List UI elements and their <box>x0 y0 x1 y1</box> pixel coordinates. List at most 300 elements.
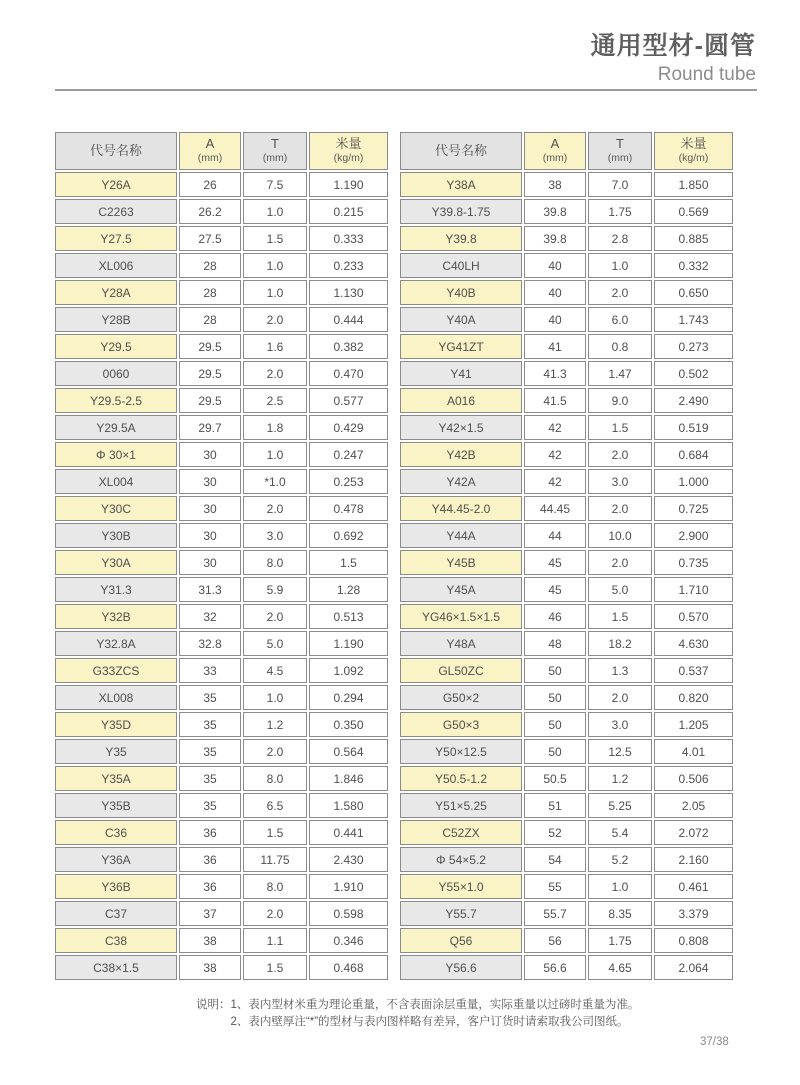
code-name-cell: A016 <box>400 388 522 413</box>
t-mm-cell: 2.0 <box>243 901 307 926</box>
t-mm-cell: 1.47 <box>588 361 652 386</box>
t-mm-cell: 3.0 <box>588 712 652 737</box>
code-name-cell: Y28B <box>55 307 177 332</box>
code-name-cell: Y36A <box>55 847 177 872</box>
code-name-cell: Q56 <box>400 928 522 953</box>
meter-weight-cell: 0.537 <box>654 658 733 683</box>
t-mm-cell: 1.5 <box>243 226 307 251</box>
a-mm-cell: 26 <box>179 172 241 197</box>
column-header-t-mm <box>243 132 307 170</box>
table-row <box>400 469 733 494</box>
code-name-cell: Y41 <box>400 361 522 386</box>
page-header <box>591 26 756 86</box>
code-name-cell: XL006 <box>55 253 177 278</box>
code-name-cell: Φ 54×5.2 <box>400 847 522 872</box>
t-mm-cell: 2.0 <box>588 442 652 467</box>
header-divider <box>55 89 757 91</box>
table-row <box>400 847 733 872</box>
table-row <box>400 874 733 899</box>
code-name-cell: Y30A <box>55 550 177 575</box>
code-name-cell: Y30B <box>55 523 177 548</box>
t-mm-cell: 5.9 <box>243 577 307 602</box>
table-row <box>55 604 388 629</box>
t-mm-cell: 7.0 <box>588 172 652 197</box>
table-row <box>55 658 388 683</box>
left-spec-table <box>53 130 390 982</box>
a-mm-cell: 56 <box>524 928 586 953</box>
a-mm-cell: 55.7 <box>524 901 586 926</box>
t-mm-cell: 5.4 <box>588 820 652 845</box>
t-mm-cell: 1.0 <box>588 253 652 278</box>
table-row <box>55 901 388 926</box>
table-row <box>55 496 388 521</box>
table-row <box>400 739 733 764</box>
code-name-cell: Y42×1.5 <box>400 415 522 440</box>
a-mm-cell: 51 <box>524 793 586 818</box>
meter-weight-cell: 0.513 <box>309 604 388 629</box>
code-name-cell: Y35D <box>55 712 177 737</box>
a-mm-cell: 35 <box>179 685 241 710</box>
a-mm-cell: 33 <box>179 658 241 683</box>
code-name-cell: Y29.5 <box>55 334 177 359</box>
code-name-cell: C2263 <box>55 199 177 224</box>
t-mm-cell: 2.0 <box>243 307 307 332</box>
page-title: 通用型材-圆管 <box>590 32 756 60</box>
table-row <box>55 334 388 359</box>
code-name-cell: Y31.3 <box>55 577 177 602</box>
meter-weight-cell: 0.273 <box>654 334 733 359</box>
meter-weight-cell: 0.350 <box>309 712 388 737</box>
t-mm-cell: 5.0 <box>588 577 652 602</box>
a-mm-cell: 44.45 <box>524 496 586 521</box>
a-mm-cell: 38 <box>179 955 241 980</box>
t-mm-cell: 1.5 <box>243 955 307 980</box>
meter-weight-cell: 0.577 <box>309 388 388 413</box>
t-mm-cell: 1.75 <box>588 928 652 953</box>
table-row <box>55 442 388 467</box>
code-name-cell: Φ 30×1 <box>55 442 177 467</box>
column-header-t-unit: (mm) <box>607 152 633 164</box>
column-header-m-unit: (kg/m) <box>678 152 709 164</box>
column-header-a-label: A <box>205 136 215 151</box>
a-mm-cell: 48 <box>524 631 586 656</box>
table-row <box>55 199 388 224</box>
meter-weight-cell: 1.580 <box>309 793 388 818</box>
meter-weight-cell: 0.215 <box>309 199 388 224</box>
a-mm-cell: 29.5 <box>179 334 241 359</box>
meter-weight-cell: 1.205 <box>654 712 733 737</box>
t-mm-cell: 2.0 <box>588 550 652 575</box>
meter-weight-cell: 0.808 <box>654 928 733 953</box>
t-mm-cell: 1.5 <box>588 604 652 629</box>
a-mm-cell: 55 <box>524 874 586 899</box>
table-row <box>55 361 388 386</box>
table-row <box>400 226 733 251</box>
meter-weight-cell: 0.332 <box>654 253 733 278</box>
a-mm-cell: 56.6 <box>524 955 586 980</box>
table-row <box>400 928 733 953</box>
meter-weight-cell: 0.382 <box>309 334 388 359</box>
meter-weight-cell: 1.000 <box>654 469 733 494</box>
t-mm-cell: 10.0 <box>588 523 652 548</box>
code-name-cell: Y39.8 <box>400 226 522 251</box>
column-header-t-unit: (mm) <box>262 152 288 164</box>
t-mm-cell: 1.1 <box>243 928 307 953</box>
table-row <box>55 577 388 602</box>
table-row <box>400 280 733 305</box>
code-name-cell: YG41ZT <box>400 334 522 359</box>
t-mm-cell: *1.0 <box>243 469 307 494</box>
table-row <box>55 226 388 251</box>
code-name-cell: Y32.8A <box>55 631 177 656</box>
a-mm-cell: 39.8 <box>524 226 586 251</box>
meter-weight-cell: 0.684 <box>654 442 733 467</box>
t-mm-cell: 1.8 <box>243 415 307 440</box>
code-name-cell: Y48A <box>400 631 522 656</box>
code-name-cell: Y44.45-2.0 <box>400 496 522 521</box>
t-mm-cell: 3.0 <box>243 523 307 548</box>
meter-weight-cell: 0.461 <box>654 874 733 899</box>
code-name-cell: Y51×5.25 <box>400 793 522 818</box>
a-mm-cell: 50 <box>524 658 586 683</box>
a-mm-cell: 30 <box>179 550 241 575</box>
code-name-cell: XL004 <box>55 469 177 494</box>
table-row <box>55 928 388 953</box>
t-mm-cell: 2.0 <box>243 739 307 764</box>
a-mm-cell: 38 <box>179 928 241 953</box>
code-name-cell: YG46×1.5×1.5 <box>400 604 522 629</box>
t-mm-cell: 5.2 <box>588 847 652 872</box>
meter-weight-cell: 1.850 <box>654 172 733 197</box>
table-row <box>55 685 388 710</box>
t-mm-cell: 1.2 <box>588 766 652 791</box>
t-mm-cell: 2.0 <box>243 361 307 386</box>
a-mm-cell: 42 <box>524 415 586 440</box>
meter-weight-cell: 1.5 <box>309 550 388 575</box>
table-row <box>55 415 388 440</box>
code-name-cell: Y27.5 <box>55 226 177 251</box>
a-mm-cell: 26.2 <box>179 199 241 224</box>
table-row <box>400 820 733 845</box>
column-header-code-name: 代号名称 <box>55 132 177 170</box>
meter-weight-cell: 0.233 <box>309 253 388 278</box>
t-mm-cell: 1.0 <box>243 253 307 278</box>
t-mm-cell: 6.0 <box>588 307 652 332</box>
code-name-cell: Y32B <box>55 604 177 629</box>
t-mm-cell: 12.5 <box>588 739 652 764</box>
t-mm-cell: 1.6 <box>243 334 307 359</box>
column-header-a-mm <box>179 132 241 170</box>
a-mm-cell: 40 <box>524 253 586 278</box>
t-mm-cell: 8.0 <box>243 874 307 899</box>
meter-weight-cell: 0.725 <box>654 496 733 521</box>
table-row <box>400 199 733 224</box>
meter-weight-cell: 0.502 <box>654 361 733 386</box>
a-mm-cell: 52 <box>524 820 586 845</box>
a-mm-cell: 35 <box>179 712 241 737</box>
meter-weight-cell: 0.650 <box>654 280 733 305</box>
meter-weight-cell: 1.092 <box>309 658 388 683</box>
column-header-a-mm <box>524 132 586 170</box>
t-mm-cell: 1.0 <box>243 685 307 710</box>
table-row <box>55 766 388 791</box>
t-mm-cell: 8.0 <box>243 766 307 791</box>
code-name-cell: Y39.8-1.75 <box>400 199 522 224</box>
code-name-cell: Y50×12.5 <box>400 739 522 764</box>
a-mm-cell: 50.5 <box>524 766 586 791</box>
t-mm-cell: 9.0 <box>588 388 652 413</box>
a-mm-cell: 50 <box>524 685 586 710</box>
a-mm-cell: 42 <box>524 442 586 467</box>
table-row <box>55 469 388 494</box>
meter-weight-cell: 2.05 <box>654 793 733 818</box>
t-mm-cell: 8.35 <box>588 901 652 926</box>
code-name-cell: Y29.5-2.5 <box>55 388 177 413</box>
table-row <box>55 712 388 737</box>
footnote-items <box>231 997 640 1031</box>
t-mm-cell: 7.5 <box>243 172 307 197</box>
meter-weight-cell: 0.564 <box>309 739 388 764</box>
code-name-cell: Y30C <box>55 496 177 521</box>
table-row <box>400 901 733 926</box>
code-name-cell: Y35A <box>55 766 177 791</box>
t-mm-cell: 2.0 <box>588 496 652 521</box>
footnote-1: 1、表内型材米重为理论重量，不含表面涂层重量，实际重量以过磅时重量为准。 <box>230 999 640 1011</box>
table-row <box>55 793 388 818</box>
code-name-cell: G33ZCS <box>55 658 177 683</box>
code-name-cell: Y26A <box>55 172 177 197</box>
code-name-cell: Y45B <box>400 550 522 575</box>
meter-weight-cell: 0.247 <box>309 442 388 467</box>
footnotes <box>196 997 639 1031</box>
column-header-code-name: 代号名称 <box>400 132 522 170</box>
meter-weight-cell: 4.630 <box>654 631 733 656</box>
code-name-cell: C52ZX <box>400 820 522 845</box>
a-mm-cell: 29.5 <box>179 388 241 413</box>
t-mm-cell: 2.0 <box>243 604 307 629</box>
column-header-a-unit: (mm) <box>542 152 568 164</box>
a-mm-cell: 46 <box>524 604 586 629</box>
table-row <box>400 388 733 413</box>
a-mm-cell: 31.3 <box>179 577 241 602</box>
code-name-cell: Y45A <box>400 577 522 602</box>
table-row <box>400 361 733 386</box>
table-row <box>400 442 733 467</box>
column-header-a-unit: (mm) <box>197 152 223 164</box>
t-mm-cell: 2.8 <box>588 226 652 251</box>
code-name-cell: C38 <box>55 928 177 953</box>
t-mm-cell: 1.5 <box>243 820 307 845</box>
a-mm-cell: 50 <box>524 739 586 764</box>
meter-weight-cell: 0.346 <box>309 928 388 953</box>
table-row <box>400 577 733 602</box>
table-row <box>400 253 733 278</box>
a-mm-cell: 29.7 <box>179 415 241 440</box>
a-mm-cell: 29.5 <box>179 361 241 386</box>
column-header-m-label: 米量 <box>680 136 707 151</box>
meter-weight-cell: 0.506 <box>654 766 733 791</box>
table-row <box>55 388 388 413</box>
table-row <box>400 550 733 575</box>
table-row <box>55 280 388 305</box>
code-name-cell: Y42B <box>400 442 522 467</box>
meter-weight-cell: 2.900 <box>654 523 733 548</box>
a-mm-cell: 37 <box>179 901 241 926</box>
t-mm-cell: 6.5 <box>243 793 307 818</box>
meter-weight-cell: 0.569 <box>654 199 733 224</box>
t-mm-cell: 1.0 <box>588 874 652 899</box>
t-mm-cell: 5.0 <box>243 631 307 656</box>
column-header-t-label: T <box>271 136 279 151</box>
meter-weight-cell: 0.478 <box>309 496 388 521</box>
meter-weight-cell: 2.430 <box>309 847 388 872</box>
a-mm-cell: 44 <box>524 523 586 548</box>
meter-weight-cell: 0.885 <box>654 226 733 251</box>
code-name-cell: Y29.5A <box>55 415 177 440</box>
a-mm-cell: 45 <box>524 577 586 602</box>
t-mm-cell: 1.75 <box>588 199 652 224</box>
meter-weight-cell: 0.570 <box>654 604 733 629</box>
a-mm-cell: 30 <box>179 496 241 521</box>
code-name-cell: Y55.7 <box>400 901 522 926</box>
meter-weight-cell: 0.333 <box>309 226 388 251</box>
meter-weight-cell: 0.470 <box>309 361 388 386</box>
code-name-cell: G50×2 <box>400 685 522 710</box>
code-name-cell: Y56.6 <box>400 955 522 980</box>
table-row <box>55 253 388 278</box>
code-name-cell: C37 <box>55 901 177 926</box>
a-mm-cell: 41.5 <box>524 388 586 413</box>
meter-weight-cell: 3.379 <box>654 901 733 926</box>
code-name-cell: Y50.5-1.2 <box>400 766 522 791</box>
table-row <box>400 415 733 440</box>
t-mm-cell: 5.25 <box>588 793 652 818</box>
a-mm-cell: 35 <box>179 739 241 764</box>
footnotes-label: 说明： <box>196 999 231 1011</box>
code-name-cell: C36 <box>55 820 177 845</box>
code-name-cell: Y42A <box>400 469 522 494</box>
code-name-cell: GL50ZC <box>400 658 522 683</box>
t-mm-cell: 2.0 <box>243 496 307 521</box>
code-name-cell: Y36B <box>55 874 177 899</box>
code-name-cell: Y40B <box>400 280 522 305</box>
right-spec-table <box>398 130 735 982</box>
table-row <box>400 604 733 629</box>
meter-weight-cell: 2.490 <box>654 388 733 413</box>
table-row <box>55 847 388 872</box>
t-mm-cell: 11.75 <box>243 847 307 872</box>
code-name-cell: Y28A <box>55 280 177 305</box>
meter-weight-cell: 0.444 <box>309 307 388 332</box>
table-row <box>55 631 388 656</box>
a-mm-cell: 50 <box>524 712 586 737</box>
code-name-cell: Y35 <box>55 739 177 764</box>
column-header-t-mm <box>588 132 652 170</box>
page-number: 37/38 <box>700 1036 729 1048</box>
table-row <box>400 523 733 548</box>
a-mm-cell: 32 <box>179 604 241 629</box>
t-mm-cell: 1.0 <box>243 199 307 224</box>
a-mm-cell: 38 <box>524 172 586 197</box>
code-name-cell: Y44A <box>400 523 522 548</box>
table-row <box>400 793 733 818</box>
meter-weight-cell: 0.253 <box>309 469 388 494</box>
column-header-meter-weight <box>309 132 388 170</box>
code-name-cell: XL008 <box>55 685 177 710</box>
a-mm-cell: 36 <box>179 820 241 845</box>
meter-weight-cell: 1.190 <box>309 172 388 197</box>
meter-weight-cell: 0.519 <box>654 415 733 440</box>
meter-weight-cell: 0.429 <box>309 415 388 440</box>
meter-weight-cell: 0.598 <box>309 901 388 926</box>
code-name-cell: G50×3 <box>400 712 522 737</box>
table-row <box>400 766 733 791</box>
table-header-row <box>55 132 388 170</box>
t-mm-cell: 2.5 <box>243 388 307 413</box>
table-row <box>55 874 388 899</box>
t-mm-cell: 18.2 <box>588 631 652 656</box>
a-mm-cell: 45 <box>524 550 586 575</box>
t-mm-cell: 1.0 <box>243 280 307 305</box>
code-name-cell: C40LH <box>400 253 522 278</box>
meter-weight-cell: 2.072 <box>654 820 733 845</box>
a-mm-cell: 36 <box>179 874 241 899</box>
t-mm-cell: 0.8 <box>588 334 652 359</box>
a-mm-cell: 54 <box>524 847 586 872</box>
a-mm-cell: 32.8 <box>179 631 241 656</box>
meter-weight-cell: 2.064 <box>654 955 733 980</box>
t-mm-cell: 1.3 <box>588 658 652 683</box>
t-mm-cell: 2.0 <box>588 280 652 305</box>
a-mm-cell: 42 <box>524 469 586 494</box>
a-mm-cell: 30 <box>179 469 241 494</box>
table-row <box>400 955 733 980</box>
a-mm-cell: 35 <box>179 793 241 818</box>
table-row <box>55 550 388 575</box>
a-mm-cell: 27.5 <box>179 226 241 251</box>
a-mm-cell: 28 <box>179 307 241 332</box>
a-mm-cell: 30 <box>179 523 241 548</box>
table-row <box>55 820 388 845</box>
code-name-cell: Y35B <box>55 793 177 818</box>
code-name-cell: Y55×1.0 <box>400 874 522 899</box>
a-mm-cell: 28 <box>179 253 241 278</box>
meter-weight-cell: 1.846 <box>309 766 388 791</box>
t-mm-cell: 1.2 <box>243 712 307 737</box>
t-mm-cell: 1.5 <box>588 415 652 440</box>
table-row <box>55 523 388 548</box>
table-row <box>55 307 388 332</box>
table-row <box>55 172 388 197</box>
table-row <box>400 631 733 656</box>
a-mm-cell: 28 <box>179 280 241 305</box>
table-row <box>400 496 733 521</box>
t-mm-cell: 1.0 <box>243 442 307 467</box>
meter-weight-cell: 1.910 <box>309 874 388 899</box>
meter-weight-cell: 0.735 <box>654 550 733 575</box>
meter-weight-cell: 1.130 <box>309 280 388 305</box>
code-name-cell: C38×1.5 <box>55 955 177 980</box>
table-row <box>55 955 388 980</box>
a-mm-cell: 30 <box>179 442 241 467</box>
a-mm-cell: 41.3 <box>524 361 586 386</box>
table-row <box>400 685 733 710</box>
a-mm-cell: 39.8 <box>524 199 586 224</box>
meter-weight-cell: 0.468 <box>309 955 388 980</box>
code-name-cell: Y38A <box>400 172 522 197</box>
table-row <box>400 334 733 359</box>
meter-weight-cell: 0.820 <box>654 685 733 710</box>
